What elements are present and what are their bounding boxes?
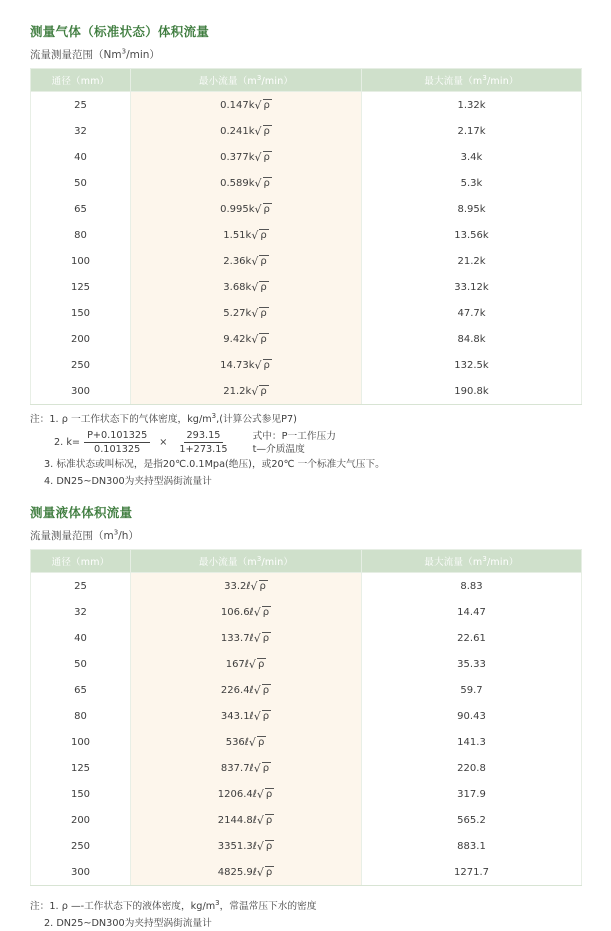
cell-max: 132.5k bbox=[362, 352, 582, 378]
cell-max: 8.95k bbox=[362, 196, 582, 222]
cell-min: 3.68k√ ρ bbox=[131, 274, 362, 300]
cell-dn: 250 bbox=[31, 352, 131, 378]
cell-dn: 40 bbox=[31, 144, 131, 170]
cell-dn: 25 bbox=[31, 573, 131, 600]
sqrt-icon: √ bbox=[251, 228, 259, 242]
cell-min: 0.589k√ ρ bbox=[131, 170, 362, 196]
cell-max: 883.1 bbox=[362, 833, 582, 859]
table-row bbox=[31, 326, 582, 352]
cell-max: 33.12k bbox=[362, 274, 582, 300]
cell-max: 2.17k bbox=[362, 118, 582, 144]
gas-notes bbox=[30, 411, 581, 489]
cell-min: 2.36k√ ρ bbox=[131, 248, 362, 274]
cell-dn: 32 bbox=[31, 599, 131, 625]
table-row bbox=[31, 196, 582, 222]
cell-max: 59.7 bbox=[362, 677, 582, 703]
liquid-flow-table bbox=[30, 549, 582, 886]
gas-subtitle-text: 流量测量范围（Nm bbox=[30, 49, 122, 61]
cell-min: 0.995k√ ρ bbox=[131, 196, 362, 222]
cell-max: 317.9 bbox=[362, 781, 582, 807]
cell-max: 5.3k bbox=[362, 170, 582, 196]
table-row bbox=[31, 144, 582, 170]
table-row bbox=[31, 859, 582, 886]
gas-note-4: 4. DN25~DN300为夹持型涡街流量计 bbox=[44, 475, 212, 487]
cell-max: 220.8 bbox=[362, 755, 582, 781]
cell-min: 9.42k√ ρ bbox=[131, 326, 362, 352]
gas-section-subtitle bbox=[30, 47, 581, 62]
cell-min: 21.2k√ ρ bbox=[131, 378, 362, 405]
formula-legend: 式中：P一工作压力 t—介质温度 bbox=[252, 430, 336, 455]
table-row bbox=[31, 755, 582, 781]
table-row bbox=[31, 599, 582, 625]
sqrt-icon: √ bbox=[253, 631, 261, 645]
table-row bbox=[31, 807, 582, 833]
table-row bbox=[31, 118, 582, 144]
gas-header-dn: 通径（mm） bbox=[31, 69, 131, 92]
gas-subtitle-exponent: 3 bbox=[121, 47, 127, 56]
formula-label: 2. k= bbox=[54, 436, 81, 448]
cell-max: 3.4k bbox=[362, 144, 582, 170]
cell-min: 536ℓ√ ρ bbox=[131, 729, 362, 755]
cell-min: 3351.3ℓ√ ρ bbox=[131, 833, 362, 859]
sqrt-icon: √ bbox=[256, 839, 264, 853]
liquid-notes bbox=[30, 892, 581, 931]
sqrt-icon: √ bbox=[254, 98, 262, 112]
cell-dn: 65 bbox=[31, 677, 131, 703]
table-row bbox=[31, 170, 582, 196]
cell-min: 106.6ℓ√ ρ bbox=[131, 599, 362, 625]
cell-min: 2144.8ℓ√ ρ bbox=[131, 807, 362, 833]
cell-max: 14.47 bbox=[362, 599, 582, 625]
cell-dn: 200 bbox=[31, 326, 131, 352]
gas-header-min: 最小流量$(m^3/\min)$ bbox=[131, 69, 362, 92]
table-row bbox=[31, 300, 582, 326]
cell-max: 1.32k bbox=[362, 92, 582, 119]
liquid-section-title: 测量液体体积流量 bbox=[30, 505, 133, 521]
cell-min: 0.147k√ ρ bbox=[131, 92, 362, 119]
cell-max: 141.3 bbox=[362, 729, 582, 755]
sqrt-icon: √ bbox=[256, 813, 264, 827]
sqrt-icon: √ bbox=[256, 865, 264, 879]
cell-dn: 50 bbox=[31, 170, 131, 196]
liquid-note-1: 注：1. ρ —-工作状态下的液体密度，$kg/m^3$，常温常压下水的密度 bbox=[30, 899, 317, 913]
liquid-header-max: 最大流量$(m^3/\min)$ bbox=[362, 550, 582, 573]
sqrt-icon: √ bbox=[248, 735, 256, 749]
cell-min: 226.4ℓ√ ρ bbox=[131, 677, 362, 703]
table-row bbox=[31, 781, 582, 807]
cell-dn: 150 bbox=[31, 781, 131, 807]
cell-max: 90.43 bbox=[362, 703, 582, 729]
fraction-right: $\frac{293.15}{1+273.15}$ bbox=[179, 429, 228, 456]
cell-min: 0.377k√ ρ bbox=[131, 144, 362, 170]
cell-dn: 125 bbox=[31, 755, 131, 781]
cell-dn: 40 bbox=[31, 625, 131, 651]
table-row bbox=[31, 625, 582, 651]
sqrt-icon: √ bbox=[254, 358, 262, 372]
cell-max: 47.7k bbox=[362, 300, 582, 326]
cell-max: 565.2 bbox=[362, 807, 582, 833]
sqrt-icon: √ bbox=[251, 384, 259, 398]
cell-dn: 250 bbox=[31, 833, 131, 859]
sqrt-icon: √ bbox=[254, 124, 262, 138]
table-row bbox=[31, 378, 582, 405]
cell-min: 1206.4ℓ√ ρ bbox=[131, 781, 362, 807]
gas-section-title: 测量气体（标准状态）体积流量 bbox=[30, 24, 210, 39]
gas-header-max: 最大流量$(m^3/\min)$ bbox=[362, 69, 582, 92]
table-row bbox=[31, 573, 582, 600]
cell-max: 21.2k bbox=[362, 248, 582, 274]
sqrt-icon: √ bbox=[251, 306, 259, 320]
gas-note-3: 3. 标准状态或叫标况，是指20℃.0.1Mpa(绝压)，或20℃ 一个标准大气压下。 bbox=[44, 459, 385, 471]
cell-max: 190.8k bbox=[362, 378, 582, 405]
cell-dn: 80 bbox=[31, 222, 131, 248]
sqrt-icon: √ bbox=[251, 280, 259, 294]
liquid-table-body bbox=[31, 573, 582, 886]
sqrt-icon: √ bbox=[253, 709, 261, 723]
gas-flow-table bbox=[30, 68, 582, 405]
cell-min: 5.27k√ ρ bbox=[131, 300, 362, 326]
cell-dn: 80 bbox=[31, 703, 131, 729]
liquid-section-subtitle: 流量测量范围$(m^3/h)$ bbox=[30, 528, 139, 543]
table-header-row bbox=[31, 550, 582, 573]
cell-min: 1.51k√ ρ bbox=[131, 222, 362, 248]
cell-dn: 25 bbox=[31, 92, 131, 119]
cell-min: 133.7ℓ√ ρ bbox=[131, 625, 362, 651]
sqrt-icon: √ bbox=[254, 202, 262, 216]
sqrt-icon: √ bbox=[248, 657, 256, 671]
cell-dn: 150 bbox=[31, 300, 131, 326]
liquid-header-min: 最小流量$(m^3/\min)$ bbox=[131, 550, 362, 573]
cell-max: 13.56k bbox=[362, 222, 582, 248]
sqrt-icon: √ bbox=[254, 176, 262, 190]
fraction-left: $\frac{P+0.101325}{0.101325}$ bbox=[84, 430, 150, 456]
sqrt-icon: √ bbox=[253, 683, 261, 697]
sqrt-icon: √ bbox=[256, 787, 264, 801]
sqrt-icon: √ bbox=[251, 332, 259, 346]
table-row bbox=[31, 833, 582, 859]
cell-min: 837.7ℓ√ ρ bbox=[131, 755, 362, 781]
cell-dn: 100 bbox=[31, 248, 131, 274]
cell-min: 14.73k√ ρ bbox=[131, 352, 362, 378]
table-row bbox=[31, 677, 582, 703]
cell-dn: 200 bbox=[31, 807, 131, 833]
table-row bbox=[31, 248, 582, 274]
sqrt-icon: √ bbox=[254, 150, 262, 164]
sqrt-icon: √ bbox=[250, 579, 258, 593]
multiply-icon: × bbox=[159, 436, 168, 448]
cell-dn: 65 bbox=[31, 196, 131, 222]
cell-min: 4825.9ℓ√ ρ bbox=[131, 859, 362, 886]
cell-max: 1271.7 bbox=[362, 859, 582, 886]
table-row bbox=[31, 729, 582, 755]
cell-min: 343.1ℓ√ ρ bbox=[131, 703, 362, 729]
liquid-section bbox=[0, 491, 611, 931]
gas-subtitle-tail: /min） bbox=[126, 49, 160, 61]
cell-dn: 300 bbox=[31, 859, 131, 886]
table-row bbox=[31, 222, 582, 248]
cell-dn: 300 bbox=[31, 378, 131, 405]
cell-min: 0.241k√ ρ bbox=[131, 118, 362, 144]
cell-min: 33.2ℓ√ ρ bbox=[131, 573, 362, 600]
cell-max: 84.8k bbox=[362, 326, 582, 352]
liquid-header-dn: 通径（mm） bbox=[31, 550, 131, 573]
sqrt-icon: √ bbox=[251, 254, 259, 268]
table-header-row bbox=[31, 69, 582, 92]
gas-note-2-formula bbox=[30, 430, 581, 456]
table-row bbox=[31, 651, 582, 677]
cell-dn: 125 bbox=[31, 274, 131, 300]
sqrt-icon: √ bbox=[253, 761, 261, 775]
cell-max: 8.83 bbox=[362, 573, 582, 600]
cell-dn: 50 bbox=[31, 651, 131, 677]
gas-table-body bbox=[31, 92, 582, 405]
gas-note-1: 注：1. ρ 一工作状态下的气体密度，$kg/m^3$,(计算公式参见P7) bbox=[30, 412, 297, 426]
cell-max: 22.61 bbox=[362, 625, 582, 651]
liquid-note-2: 2. DN25~DN300为夹持型涡街流量计 bbox=[44, 917, 212, 929]
table-row bbox=[31, 274, 582, 300]
cell-min: 167ℓ√ ρ bbox=[131, 651, 362, 677]
sqrt-icon: √ bbox=[253, 605, 261, 619]
cell-dn: 100 bbox=[31, 729, 131, 755]
table-row bbox=[31, 352, 582, 378]
cell-max: 35.33 bbox=[362, 651, 582, 677]
table-row bbox=[31, 92, 582, 119]
table-row bbox=[31, 703, 582, 729]
cell-dn: 32 bbox=[31, 118, 131, 144]
